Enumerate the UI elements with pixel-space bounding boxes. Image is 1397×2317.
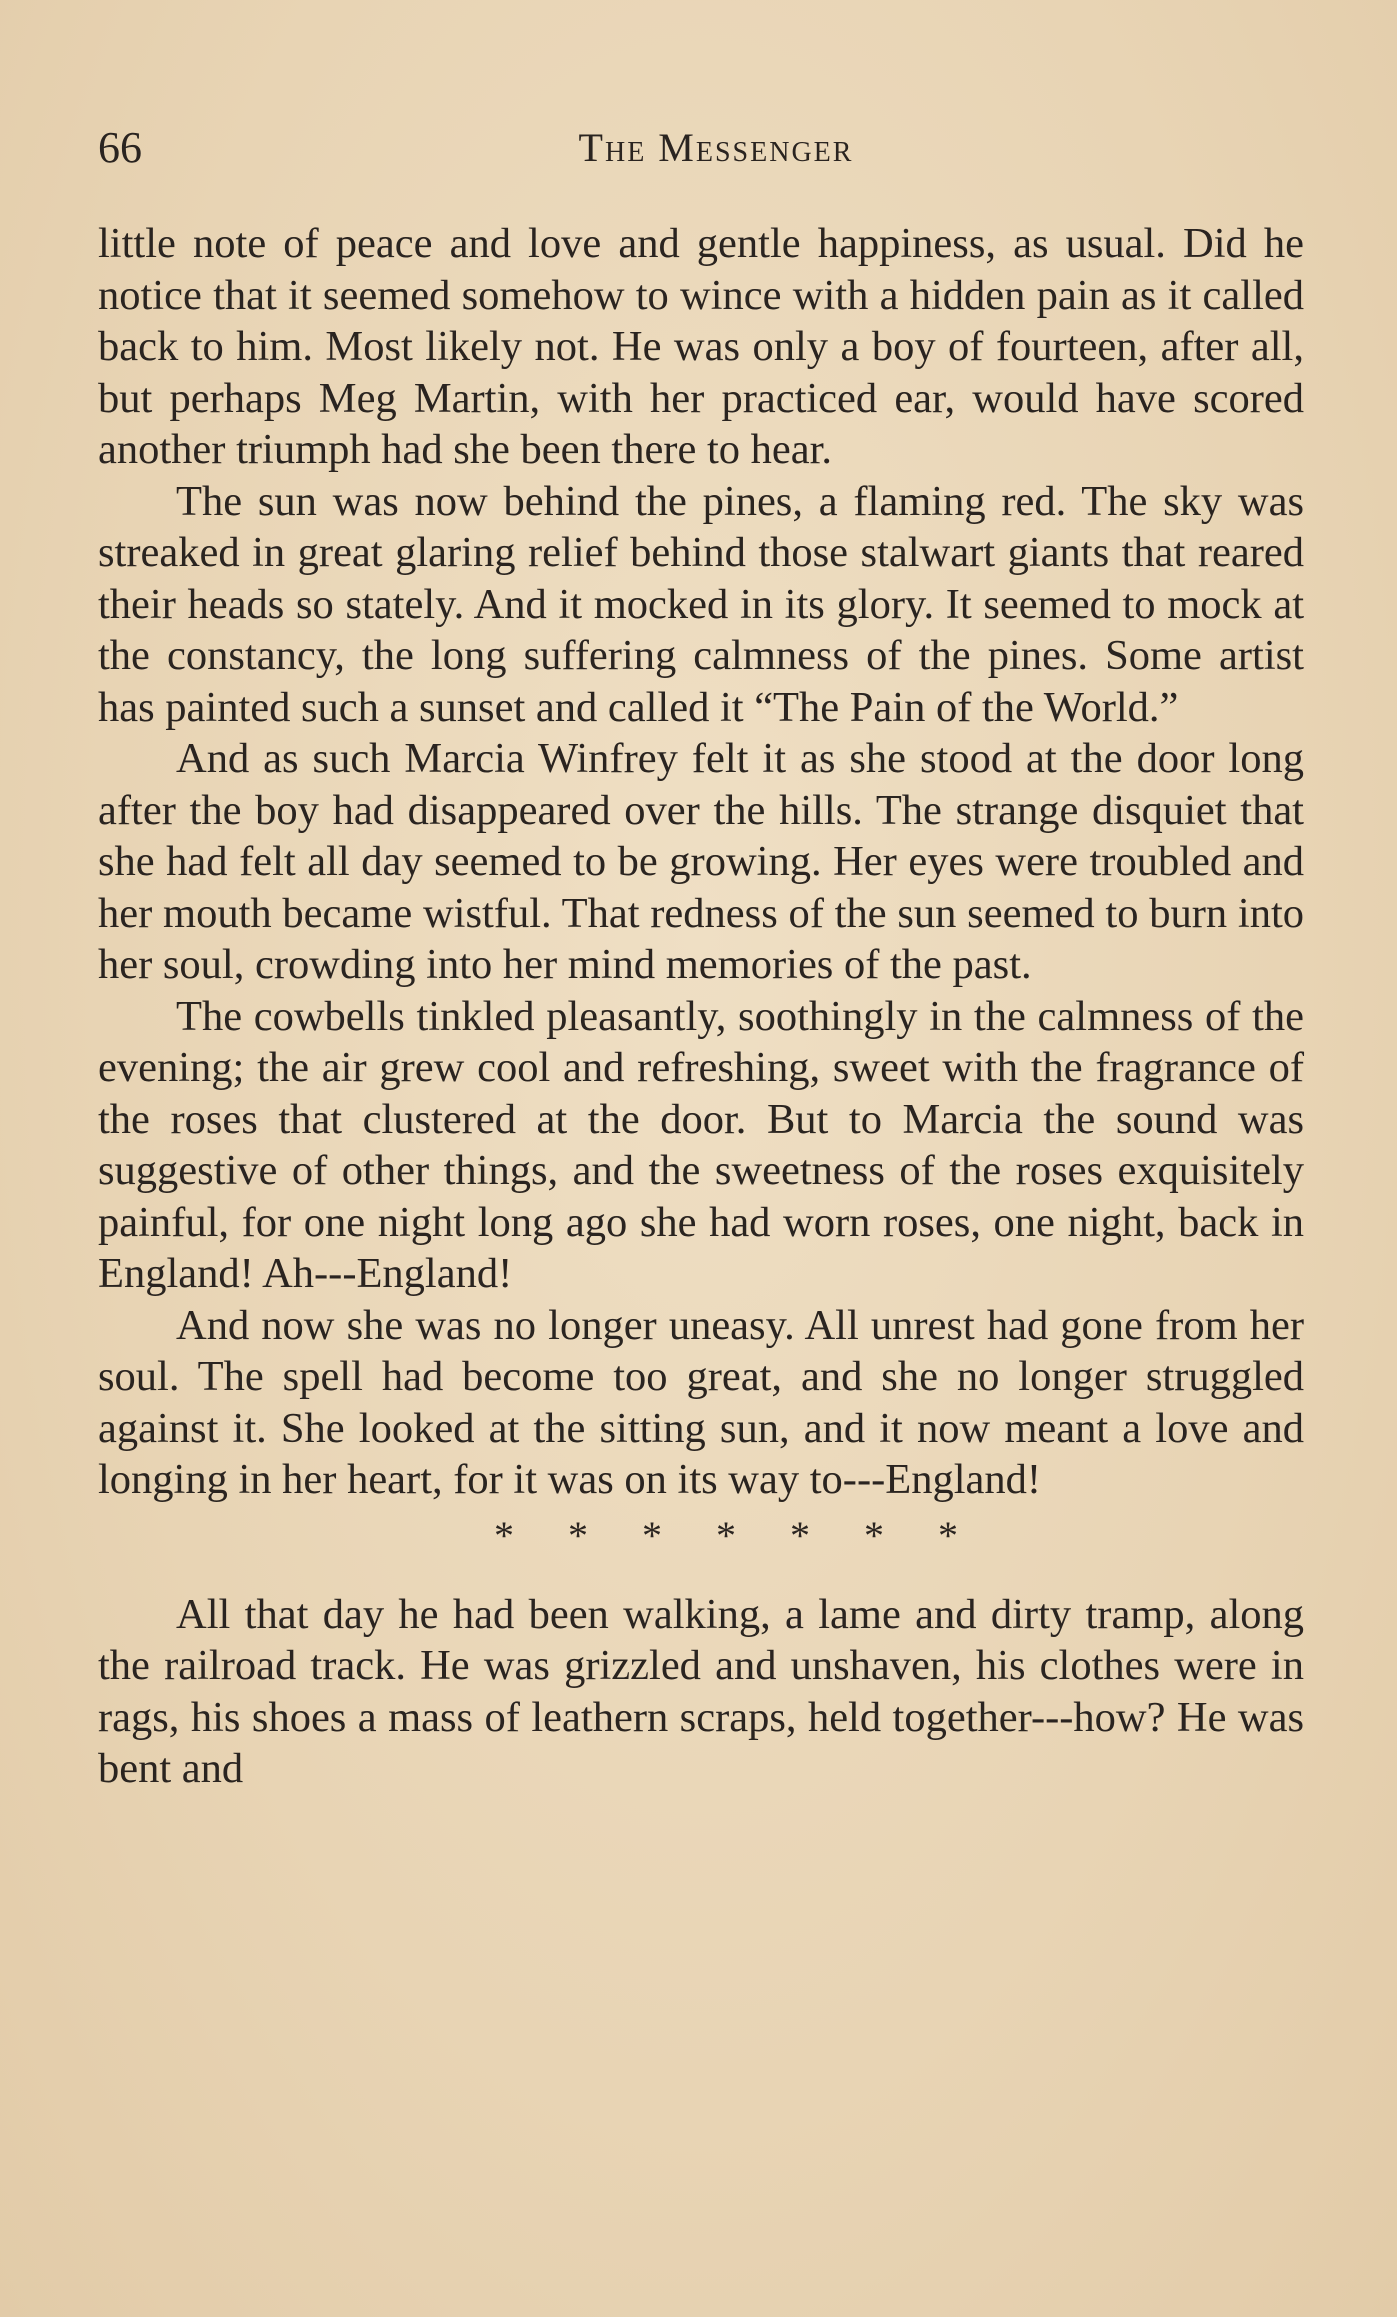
paragraph: The sun was now behind the pines, a flaming red. The sky was streaked in great glaring relief behind those stalwart giants that reared their heads so stately. And it mocked in its glory. It seemed to mock at the constancy, the long suffering calmness of the pines. Some artist has painted such a sunset and called it “The Pain of the World.” xyxy=(98,477,1304,731)
asterisk: * xyxy=(642,1512,662,1558)
paragraph: All that day he had been walking, a lame and dirty tramp, along the railroad track. He was grizzled and unshaven, his clothes were in rags, his shoes a mass of leathern scraps, held together---how? He was bent and xyxy=(98,1590,1304,1792)
asterisk: * xyxy=(790,1512,810,1558)
page-number: 66 xyxy=(98,123,142,172)
paragraph: And now she was no longer uneasy. All unrest had gone from her soul. The spell had become too great, and she no longer struggled against it. She looked at the sitting sun, and it now meant a love and longing in her heart, for it was on its way to---England! xyxy=(98,1301,1304,1503)
asterisk: * xyxy=(494,1512,514,1558)
paragraph: little note of peace and love and gentle happiness, as usual. Did he notice that it seemed somehow to wince with a hidden pain as it called back to him. Most likely not. He was only a boy of fourteen, after all, but perhaps Meg Martin, with her practiced ear, would have scored another triumph had she been there to hear. xyxy=(98,220,1304,473)
asterisk: * xyxy=(568,1512,588,1558)
section-separator xyxy=(98,1506,1304,1589)
paragraph: And as such Marcia Winfrey felt it as she stood at the door long after the boy had disappeared over the hills. The strange disquiet that she had felt all day seemed to be growing. Her eyes were troubled and her mouth became wistful. That redness of the sun seemed to burn into her soul, crowding into her mind memories of the past. xyxy=(98,735,1304,988)
running-title: The Messenger xyxy=(578,125,854,170)
body-text xyxy=(98,218,1304,1795)
asterisk: * xyxy=(938,1512,958,1558)
asterisk: * xyxy=(716,1512,736,1558)
asterisk: * xyxy=(864,1512,884,1558)
page-header xyxy=(98,118,1304,178)
paragraph: The cowbells tinkled pleasantly, soothingly in the calmness of the evening; the air grew cool and refreshing, sweet with the fragrance of the roses that clustered at the door. But to Marcia the sound was suggestive of other things, and the sweetness of the roses exquisitely painful, for one night long ago she had worn roses, one night, back in England! Ah---England! xyxy=(98,992,1304,1297)
